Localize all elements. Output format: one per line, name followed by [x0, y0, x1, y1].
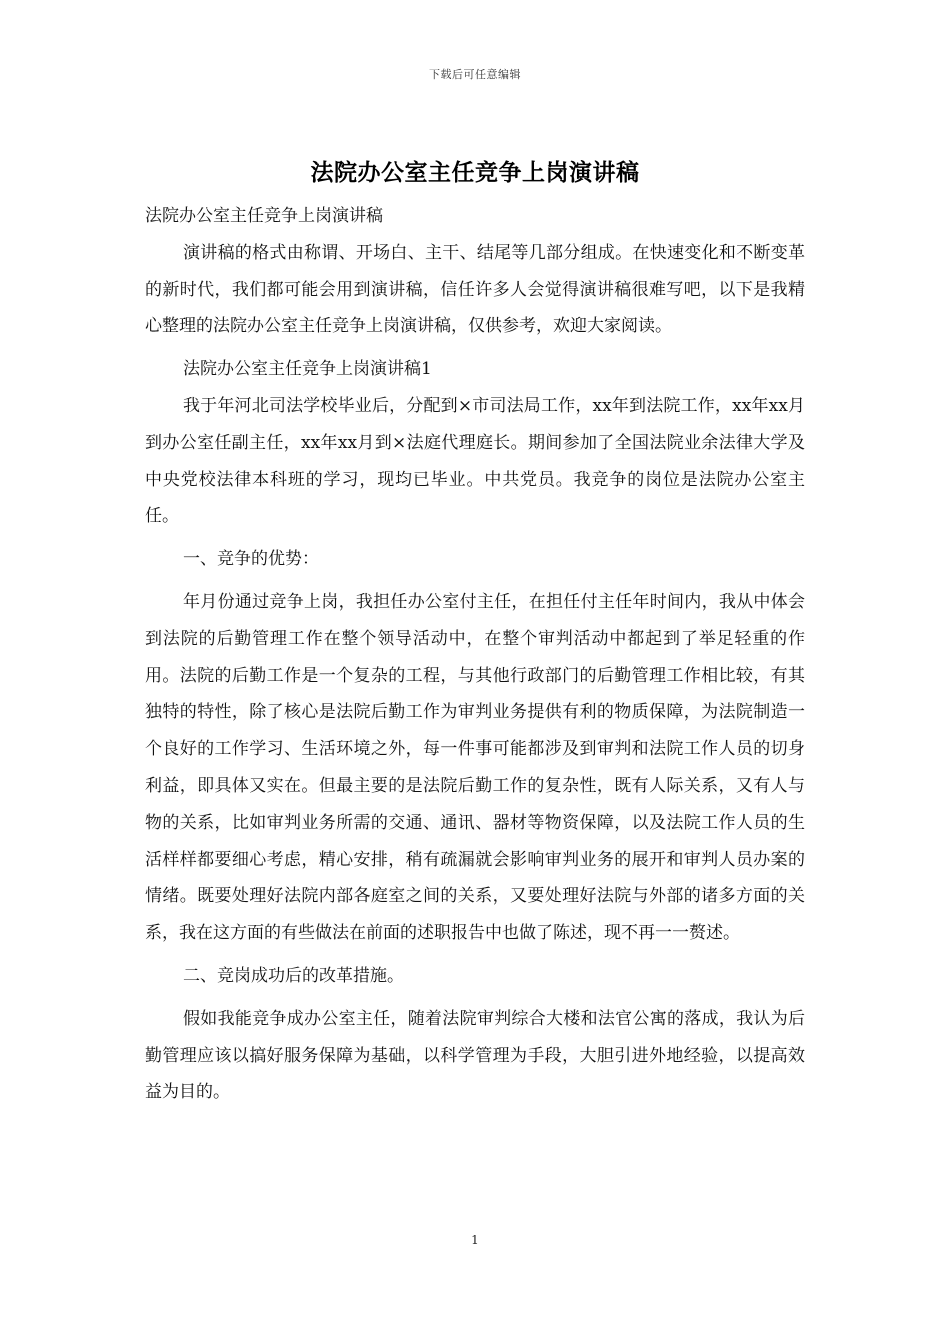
section-heading: 法院办公室主任竞争上岗演讲稿1: [183, 359, 432, 380]
heading-1: 一、竞争的优势：: [183, 549, 319, 570]
paragraph-1: 我于年河北司法学校毕业后，分配到×市司法局工作，xx年到法院工作，xx年xx月到办公室任副主任，xx年xx月到×法庭代理庭长。期间参加了全国法院业余法律大学及中央党校法律本科班的学习，现均已毕业。中共党员。我竞争的岗位是法院办公室主任。: [145, 395, 805, 527]
header-note: 下载后可任意编辑: [429, 68, 521, 81]
intro-paragraph: 演讲稿的格式由称谓、开场白、主干、结尾等几部分组成。在快速变化和不断变革的新时代，我们都可能会用到演讲稿，信任许多人会觉得演讲稿很难写吧，以下是我精心整理的法院办公室主任竞争上岗演讲稿，仅供参考，欢迎大家阅读。: [145, 242, 805, 337]
page-number: 1: [471, 1233, 479, 1247]
document-body: [145, 198, 805, 1111]
document-title: 法院办公室主任竞争上岗演讲稿: [310, 159, 640, 186]
paragraph-2: 年月份通过竞争上岗，我担任办公室付主任，在担任付主任年时间内，我从中体会到法院的后勤管理工作在整个领导活动中，在整个审判活动中都起到了举足轻重的作用。法院的后勤工作是一个复杂的工程，与其他行政部门的后勤管理工作相比较，有其独特的特性，除了核心是法院后勤工作为审判业务提供有利的物质保障，为法院制造一个良好的工作学习、生活环境之外，每一件事可能都涉及到审判和法院工作人员的切身利益，即具体又实在。但最主要的是法院后勤工作的复杂性，既有人际关系，又有人与物的关系，比如审判业务所需的交通、通讯、器材等物资保障，以及法院工作人员的生活样样都要细心考虑，精心安排，稍有疏漏就会影响审判业务的展开和审判人员办案的情绪。既要处理好法院内部各庭室之间的关系，又要处理好法院与外部的诸多方面的关系，我在这方面的有些做法在前面的述职报告中也做了陈述，现不再一一赘述。: [145, 591, 805, 944]
paragraph-3: 假如我能竞争成办公室主任，随着法院审判综合大楼和法官公寓的落成，我认为后勤管理应该以搞好服务保障为基础，以科学管理为手段，大胆引进外地经验，以提高效益为目的。: [145, 1008, 805, 1103]
document-subtitle: 法院办公室主任竞争上岗演讲稿: [145, 206, 383, 226]
heading-2: 二、竞岗成功后的改革措施。: [183, 965, 404, 986]
